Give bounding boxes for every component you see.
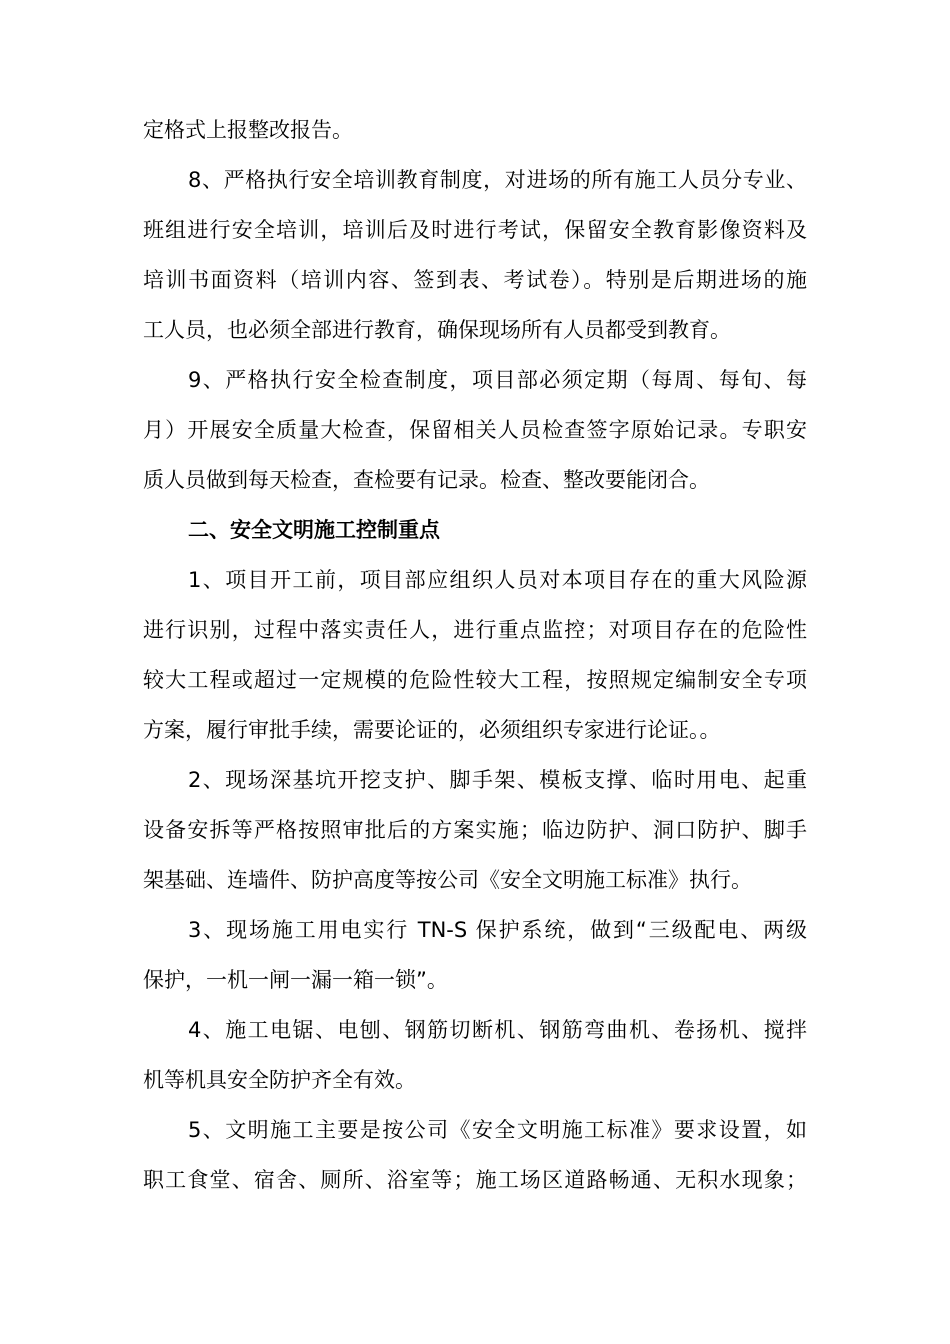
paragraph-line: 工人员，也必须全部进行教育，确保现场所有人员都受到教育。	[143, 318, 731, 342]
paragraph-line: 4、施工电锯、电刨、钢筋切断机、钢筋弯曲机、卷扬机、搅拌	[188, 1018, 807, 1042]
paragraph-line: 培训书面资料（培训内容、签到表、考试卷）。特别是后期进场的施	[143, 268, 807, 292]
paragraph-line: 质人员做到每天检查，查检要有记录。检查、整改要能闭合。	[143, 468, 710, 492]
paragraph-line: 方案，履行审批手续，需要论证的，必须组织专家进行论证。。	[143, 718, 721, 742]
paragraph-line: 月）开展安全质量大检查，保留相关人员检查签字原始记录。专职安	[143, 418, 807, 442]
paragraph-line: 班组进行安全培训，培训后及时进行考试，保留安全教育影像资料及	[143, 218, 807, 242]
paragraph-line: 机等机具安全防护齐全有效。	[143, 1068, 416, 1092]
paragraph-line: 定格式上报整改报告。	[143, 118, 353, 142]
paragraph-line: 1、项目开工前，项目部应组织人员对本项目存在的重大风险源	[188, 568, 807, 592]
paragraph-line: 5、文明施工主要是按公司《安全文明施工标准》要求设置，如	[188, 1118, 807, 1142]
section-heading: 二、安全文明施工控制重点	[188, 518, 440, 542]
paragraph-line: 8、严格执行安全培训教育制度，对进场的所有施工人员分专业、	[188, 168, 807, 192]
paragraph-line: 保护，一机一闸一漏一箱一锁”。	[143, 968, 448, 992]
paragraph-line: 较大工程或超过一定规模的危险性较大工程，按照规定编制安全专项	[143, 668, 807, 692]
paragraph-line: 进行识别，过程中落实责任人，进行重点监控；对项目存在的危险性	[143, 618, 807, 642]
paragraph-line: 3、现场施工用电实行 TN-S 保护系统，做到“三级配电、两级	[188, 918, 807, 942]
paragraph-line: 9、严格执行安全检查制度，项目部必须定期（每周、每旬、每	[188, 368, 807, 392]
paragraph-line: 架基础、连墙件、防护高度等按公司《安全文明施工标准》执行。	[143, 868, 752, 892]
paragraph-line: 职工食堂、宿舍、厕所、浴室等；施工场区道路畅通、无积水现象；	[143, 1168, 807, 1192]
paragraph-line: 2、现场深基坑开挖支护、脚手架、模板支撑、临时用电、起重	[188, 768, 807, 792]
paragraph-line: 设备安拆等严格按照审批后的方案实施；临边防护、洞口防护、脚手	[143, 818, 807, 842]
